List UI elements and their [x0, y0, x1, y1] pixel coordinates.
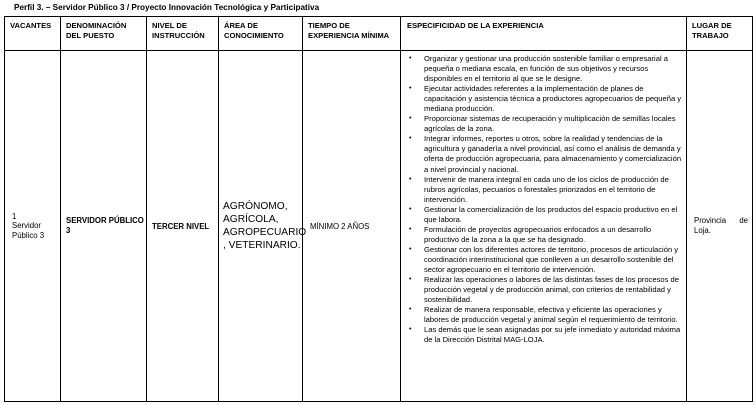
header-vacantes: VACANTES: [5, 17, 61, 51]
cell-area: [219, 51, 307, 402]
list-item: • Realizar de manera responsable, efectiva y eficiente las operaciones y labores de producción vegetal y animal según el requerimiento de territorio.: [406, 305, 682, 325]
list-item: • Las demás que le sean asignadas por su jefe inmediato y autoridad máxima de la Dirección Distrital MAG-LOJA.: [406, 325, 682, 345]
area-line-3: AGROPECUARIO: [223, 227, 307, 238]
denominacion-line-2: 3: [66, 226, 71, 235]
list-item: • Formulación de proyectos agropecuarios enfocados a un desarrollo productivo de la zona a la que se ha designado.: [406, 225, 682, 245]
area-line-2: AGRÍCOLA,: [223, 213, 279, 225]
cell-especificidad: [401, 51, 687, 402]
lugar-line-2: Loja.: [694, 226, 711, 235]
vacantes-label-2: Público 3: [12, 230, 45, 240]
list-item: • Gestionar la comercialización de los productos del espacio productivo en el que labora.: [406, 205, 682, 225]
header-area: ÁREA DE CONOCIMIENTO: [219, 17, 303, 51]
header-lugar: LUGAR DE TRABAJO: [687, 17, 753, 51]
header-row: [5, 17, 753, 51]
list-item: • Organizar y gestionar una producción sostenible familiar o empresarial a pequeña o mediana escala, en función de sus objetivos y recursos disponibles en el territorio al que se le designe.: [406, 54, 682, 84]
table-row: [5, 51, 753, 402]
profile-title: Perfil 3. – Servidor Público 3 / Proyecto Innovación Tecnológica y Participativa: [14, 3, 320, 12]
list-item: • Proporcionar sistemas de recuperación y multiplicación de semillas locales agrícolas de la zona.: [406, 114, 682, 134]
header-nivel: NIVEL DE INSTRUCCIÓN: [147, 17, 219, 51]
area-line-1: AGRÓNOMO,: [223, 200, 288, 212]
list-item: • Intervenir de manera integral en cada uno de los ciclos de producción de rubros agrícolas, pecuarios o forestales priorizados en el territorio de intervención.: [406, 175, 682, 205]
cell-tiempo: MÍNIMO 2 AÑOS: [303, 51, 401, 402]
header-especificidad: ESPECIFICIDAD DE LA EXPERIENCIA: [401, 17, 687, 51]
cell-denominacion: [61, 51, 147, 402]
header-denominacion: DENOMINACIÓN DEL PUESTO: [61, 17, 147, 51]
list-item: • Gestionar con los diferentes actores de territorio, procesos de articulación y coordinación interinstitucional que conlleven a un desarrollo sostenible del sector agropecuario en el territorio de intervención.: [406, 245, 682, 275]
vacantes-label-1: Servidor: [12, 221, 42, 231]
cell-vacantes: [5, 51, 61, 402]
header-tiempo: TIEMPO DE EXPERIENCIA MÍNIMA: [303, 17, 401, 51]
cell-nivel: TERCER NIVEL: [147, 51, 219, 402]
lugar-line-1: Provincia de: [694, 216, 748, 225]
list-item: • Realizar las operaciones o labores de las distintas fases de los procesos de producción vegetal y de producción animal, con criterios de rentabilidad y sostenibilidad.: [406, 275, 682, 305]
area-line-4: , VETERINARIO.: [223, 240, 301, 252]
list-item: • Integrar informes, reportes u otros, sobre la realidad y tendencias de la agricultura y ganadería a nivel provincial, así como el análisis de demanda y oferta de producción agropecuaria, para almacenamiento y comercialización a nivel provincial y nacional.: [406, 134, 682, 174]
especificidad-list: [406, 54, 682, 345]
vacantes-count: 1: [12, 211, 17, 221]
denominacion-line-1: SERVIDOR PÚBLICO: [66, 216, 144, 226]
profile-table: [4, 16, 753, 402]
list-item: • Ejecutar actividades referentes a la implementación de planes de capacitación y asistencia técnica a productores agropecuarios de pequeña y mediana producción.: [406, 84, 682, 114]
cell-lugar: [687, 51, 753, 402]
